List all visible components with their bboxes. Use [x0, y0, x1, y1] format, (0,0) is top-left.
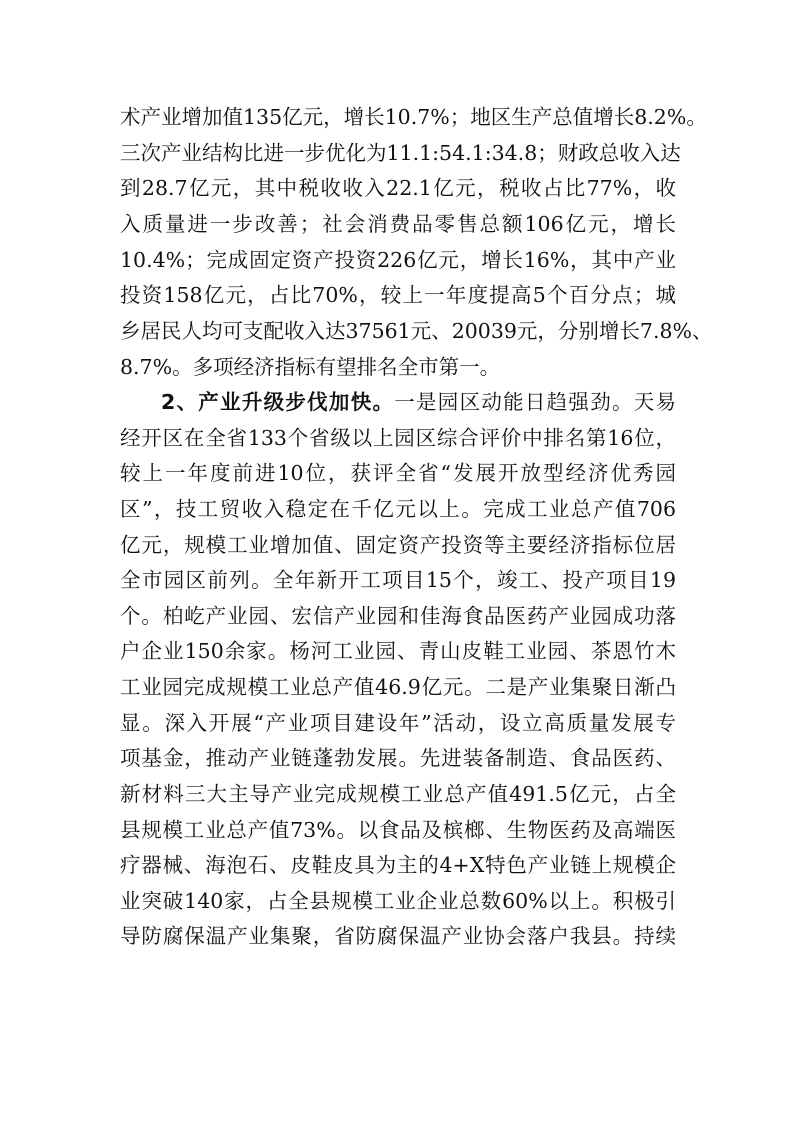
paragraph-line: 个。柏屹产业园、宏信产业园和佳海食品医药产业园成功落 [120, 604, 676, 628]
paragraph-line: 投资158亿元，占比70%，较上一年度提高5个百分点；城 [120, 283, 676, 307]
paragraph-line: 入质量进一步改善；社会消费品零售总额106亿元，增长 [120, 212, 676, 236]
paragraph-line: 三次产业结构比进一步优化为11.1:54.1:34.8；财政总收入达 [120, 141, 681, 165]
paragraph-line: 8.7%。多项经济指标有望排名全市第一。 [120, 355, 501, 379]
paragraph-line: 到28.7亿元，其中税收收入22.1亿元，税收占比77%，收 [120, 176, 676, 200]
paragraph-line: 全市园区前列。全年新开工项目15个，竣工、投产项目19 [120, 568, 676, 592]
paragraph-line: 术产业增加值135亿元，增长10.7%；地区生产总值增长8.2%。 [120, 105, 707, 129]
paragraph-line: 经开区在全省133个省级以上园区综合评价中排名第16位， [120, 426, 676, 450]
paragraph-line: 工业园完成规模工业总产值46.9亿元。二是产业集聚日渐凸 [120, 675, 676, 699]
paragraph-line: 区”，技工贸收入稳定在千亿元以上。完成工业总产值706 [120, 497, 676, 521]
paragraph-line: 疗器械、海泡石、皮鞋皮具为主的4+X特色产业链上规模企 [120, 853, 676, 877]
paragraph-line: 业突破140家，占全县规模工业企业总数60%以上。积极引 [120, 889, 676, 913]
paragraph-line: 县规模工业总产值73%。以食品及槟榔、生物医药及高端医 [120, 818, 676, 842]
paragraph-line: 较上一年度前进10位，获评全省“发展开放型经济优秀园 [120, 461, 676, 485]
paragraph-line: 导防腐保温产业集聚，省防腐保温产业协会落户我县。持续 [120, 924, 676, 948]
section-line [161, 386, 676, 418]
paragraph-line: 显。深入开展“产业项目建设年”活动，设立高质量发展专 [120, 711, 676, 735]
section-heading: 2、产业升级步伐加快。 [161, 390, 395, 414]
paragraph-line: 新材料三大主导产业完成规模工业总产值491.5亿元，占全 [120, 782, 676, 806]
paragraph-line: 项基金，推动产业链蓬勃发展。先进装备制造、食品医药、 [120, 746, 676, 770]
paragraph-line: 亿元，规模工业增加值、固定资产投资等主要经济指标位居 [120, 533, 676, 557]
paragraph-line: 户企业150余家。杨河工业园、青山皮鞋工业园、茶恩竹木 [120, 639, 676, 663]
paragraph-line: 10.4%；完成固定资产投资226亿元，增长16%，其中产业 [120, 248, 676, 272]
paragraph-line: 乡居民人均可支配收入达37561元、20039元，分别增长7.8%、 [120, 319, 713, 343]
section-line-text: 一是园区动能日趋强劲。天易 [394, 390, 677, 414]
